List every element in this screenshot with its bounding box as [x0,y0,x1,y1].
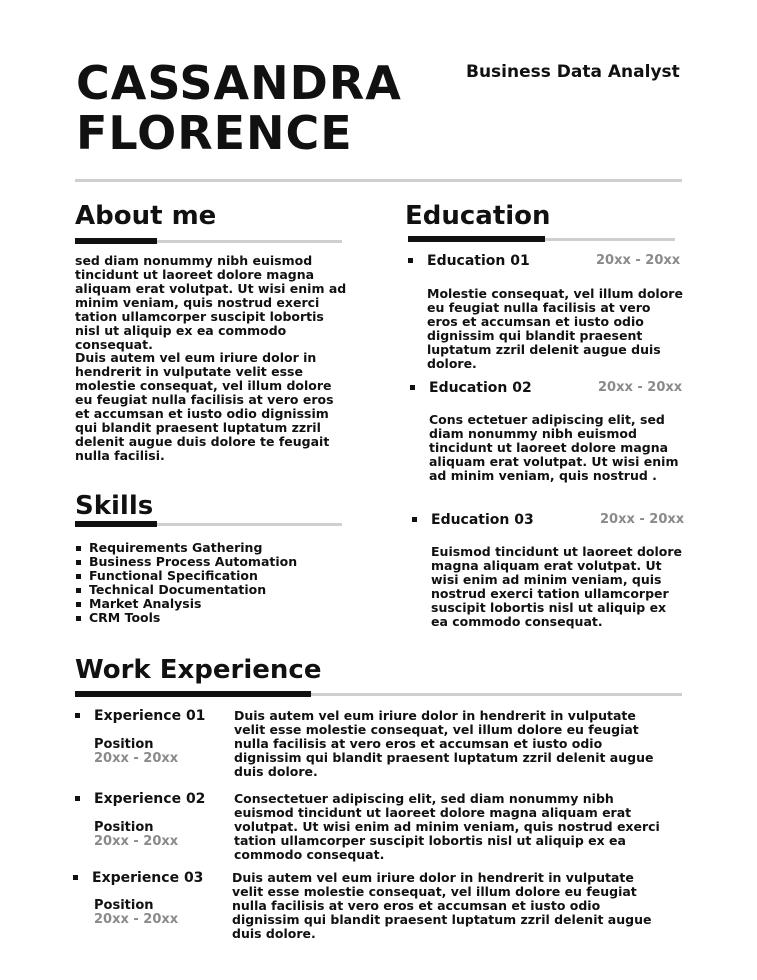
experience-item-text: Duis autem vel eum iriure dolor in hendrerit in vulputate velit esse molestie consequat, vel illum dolore eu feugiat nulla facilisis at vero eros et accumsan et iusto odio dignissim qui blandit praesent luptatum zzril delenit augue duis dolore. [232,870,652,941]
skill-item: Functional Specification [75,569,297,583]
bullet-icon [75,713,80,718]
about-paragraph-1: sed diam nonummy nibh euismod tincidunt ut laoreet dolore magna aliquam erat volutpat. Ut wisi enim ad minim veniam, quis nostrud exerci tation ullamcorper suscipit lobortis nisl ut aliquip ex ea commodo consequat. [75,253,347,352]
bullet-icon [73,875,78,880]
experience-item-title: Experience 03 [92,870,204,886]
bullet-icon [412,517,417,522]
experience-item-title: Experience 02 [94,791,206,807]
candidate-name [76,58,402,158]
name-line-2: FLORENCE [76,106,353,160]
experience-item-date: 20xx - 20xx [94,912,179,927]
skill-item: Requirements Gathering [75,541,297,555]
education-rule-accent [408,236,545,242]
education-item-date: 20xx - 20xx [600,512,685,527]
work-rule-accent [75,691,311,697]
education-item-date: 20xx - 20xx [596,253,681,268]
bullet-icon [76,574,81,579]
skill-item: CRM Tools [75,611,297,625]
bullet-icon [76,546,81,551]
skills-list [75,541,297,625]
education-item-text: Molestie consequat, vel illum dolore eu feugiat nulla facilisis at vero eros et accumsan et iusto odio dignissim qui blandit praesent luptatum zzril delenit augue duis dolore. [427,286,683,371]
work-rule [75,693,682,696]
education-item-title: Education 01 [427,253,530,269]
education-item-text: Euismod tincidunt ut laoreet dolore magna aliquam erat volutpat. Ut wisi enim ad minim veniam, quis nostrud exerci tation ullamcorper suscipit lobortis nisl ut aliquip ex ea commodo consequat. [431,544,683,629]
experience-item-title: Experience 01 [94,708,206,724]
experience-item-text: Consectetuer adipiscing elit, sed diam nonummy nibh euismod tincidunt ut laoreet dolore magna aliquam erat volutpat. Ut wisi enim ad minim veniam, quis nostrud exerci tation ullamcorper suscipit lobortis nisl ut aliquip ex ea commodo consequat. [234,791,660,862]
education-item-date: 20xx - 20xx [598,380,683,395]
education-rule [408,238,675,241]
experience-item-position: Position [94,737,154,752]
bullet-icon [410,385,415,390]
education-title: Education [405,201,551,231]
about-rule [75,240,342,243]
bullet-icon [76,560,81,565]
experience-item-text: Duis autem vel eum iriure dolor in hendrerit in vulputate velit esse molestie consequat, vel illum dolore eu feugiat nulla facilisis at vero eros et accumsan et iusto odio dignissim qui blandit praesent luptatum zzril delenit augue duis dolore. [234,708,654,779]
skill-item: Technical Documentation [75,583,297,597]
experience-item-date: 20xx - 20xx [94,751,179,766]
bullet-icon [76,588,81,593]
skills-rule-accent [75,521,157,527]
skills-title: Skills [75,491,154,521]
job-title: Business Data Analyst [466,62,680,82]
bullet-icon [75,796,80,801]
work-title: Work Experience [75,655,322,685]
education-item-title: Education 02 [429,380,532,396]
about-paragraph-2: Duis autem vel eum iriure dolor in hendrerit in vulputate velit esse molestie consequat, vel illum dolore eu feugiat nulla facilisis at vero eros et accumsan et iusto odio dignissim qui blandit praesent luptatum zzril delenit augue duis dolore te feugait nulla facilisi. [75,350,334,463]
experience-item-position: Position [94,820,154,835]
skill-item: Market Analysis [75,597,297,611]
about-rule-accent [75,238,157,244]
skill-item: Business Process Automation [75,555,297,569]
name-line-1: CASSANDRA [76,56,402,110]
education-item-text: Cons ectetuer adipiscing elit, sed diam nonummy nibh euismod tincidunt ut laoreet dolore magna aliquam erat volutpat. Ut wisi enim ad minim veniam, quis nostrud . [429,412,679,483]
bullet-icon [408,258,413,263]
header-divider [75,179,682,182]
experience-item-date: 20xx - 20xx [94,834,179,849]
about-title: About me [75,201,217,231]
education-item-title: Education 03 [431,512,534,528]
skills-rule [75,523,342,526]
experience-item-position: Position [94,898,154,913]
bullet-icon [76,602,81,607]
bullet-icon [76,616,81,621]
